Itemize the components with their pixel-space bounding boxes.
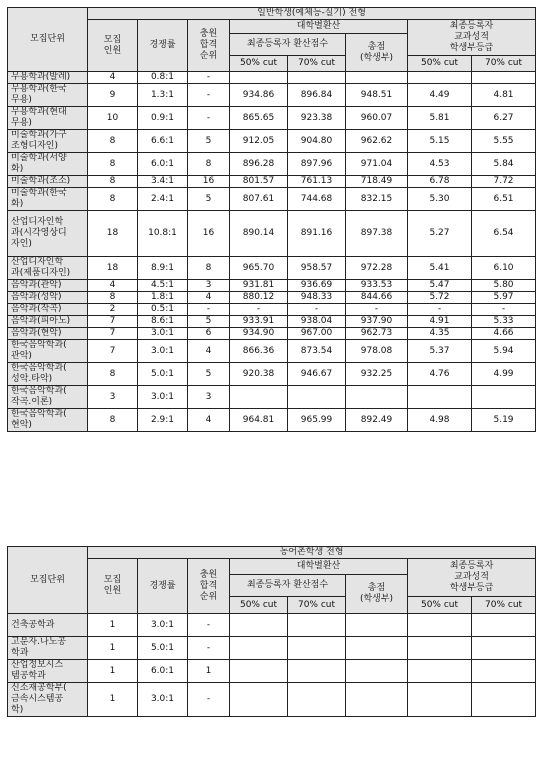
score-70-cell: 904.80 (288, 130, 346, 153)
waitlist-cell: 5 (188, 188, 230, 211)
grade-50-cell: 4.98 (408, 409, 472, 432)
col-header-competition: 경쟁률 (138, 20, 188, 72)
table-row (8, 637, 536, 660)
competition-cell: 5.0:1 (138, 637, 188, 660)
total-cell: 948.51 (346, 84, 408, 107)
competition-cell: 3.0:1 (138, 340, 188, 363)
total-cell: 962.62 (346, 130, 408, 153)
table-row (8, 84, 536, 107)
total-cell: 897.38 (346, 211, 408, 257)
score-70-cell (288, 614, 346, 637)
table-row (8, 211, 536, 257)
total-cell: 892.49 (346, 409, 408, 432)
quota-cell: 8 (88, 292, 138, 304)
score-70-cell: 965.99 (288, 409, 346, 432)
grade-50-cell: 5.27 (408, 211, 472, 257)
waitlist-cell: 1 (188, 660, 230, 683)
score-50-cell (230, 614, 288, 637)
table-row (8, 328, 536, 340)
score-70-cell: 958.57 (288, 257, 346, 280)
grade-50-cell (408, 72, 472, 84)
grade-70-cell (472, 637, 536, 660)
competition-cell: 3.0:1 (138, 683, 188, 717)
quota-cell: 7 (88, 328, 138, 340)
unit-cell: 신소재공학부( 금속시스템공 학) (8, 683, 88, 717)
unit-cell: 미술학과(한국 화) (8, 188, 88, 211)
col-header-waitlist: 충원 합격 순위 (188, 559, 230, 614)
score-70-cell: 936.69 (288, 280, 346, 292)
track-header: 농어촌학생 전형 (88, 547, 536, 559)
waitlist-cell: - (188, 84, 230, 107)
score-70-cell: - (288, 304, 346, 316)
table-row (8, 683, 536, 717)
competition-cell: 0.5:1 (138, 304, 188, 316)
grade-50-cell (408, 386, 472, 409)
total-cell: 972.28 (346, 257, 408, 280)
quota-cell: 7 (88, 316, 138, 328)
score-50-cell: 880.12 (230, 292, 288, 304)
track-header: 일반학생(예체능-실기) 전형 (88, 8, 536, 20)
quota-cell: 4 (88, 280, 138, 292)
grade-70-cell: 6.27 (472, 107, 536, 130)
competition-cell: 2.4:1 (138, 188, 188, 211)
waitlist-cell: - (188, 637, 230, 660)
table-row (8, 304, 536, 316)
unit-cell: 음악과(현악) (8, 328, 88, 340)
table-row (8, 153, 536, 176)
grade-50-cell (408, 683, 472, 717)
quota-cell: 1 (88, 614, 138, 637)
score-70-cell: 891.16 (288, 211, 346, 257)
competition-cell: 2.9:1 (138, 409, 188, 432)
table-row (8, 340, 536, 363)
score-70-cell (288, 72, 346, 84)
grade-70-cell: 6.54 (472, 211, 536, 257)
competition-cell: 3.0:1 (138, 386, 188, 409)
grade-70-cell (472, 72, 536, 84)
grade-50-cell (408, 614, 472, 637)
grade-70-cell: 4.99 (472, 363, 536, 386)
score-50-cell: 807.61 (230, 188, 288, 211)
waitlist-cell: 3 (188, 280, 230, 292)
quota-cell: 10 (88, 107, 138, 130)
score-50-cell: 931.81 (230, 280, 288, 292)
grade-70-cell: 5.19 (472, 409, 536, 432)
score-50-cell: 934.86 (230, 84, 288, 107)
unit-cell: 산업디자인학 과(제품디자인) (8, 257, 88, 280)
score-70-cell: 873.54 (288, 340, 346, 363)
admissions-table-rural (7, 546, 536, 717)
total-cell: - (346, 304, 408, 316)
col-header-grade-70: 70% cut (472, 56, 536, 72)
col-header-grade: 최종등록자 교과성적 학생부등급 (408, 559, 536, 597)
waitlist-cell: - (188, 304, 230, 316)
score-70-cell (288, 386, 346, 409)
competition-cell: 0.8:1 (138, 72, 188, 84)
score-50-cell: 965.70 (230, 257, 288, 280)
table-row (8, 176, 536, 188)
unit-cell: 한국음악학과( 관악) (8, 340, 88, 363)
grade-70-cell (472, 614, 536, 637)
waitlist-cell: - (188, 72, 230, 84)
score-70-cell: 744.68 (288, 188, 346, 211)
score-50-cell (230, 660, 288, 683)
competition-cell: 5.0:1 (138, 363, 188, 386)
grade-70-cell (472, 386, 536, 409)
col-header-grade-70: 70% cut (472, 597, 536, 614)
score-50-cell: 964.81 (230, 409, 288, 432)
grade-70-cell: 5.97 (472, 292, 536, 304)
col-header-univ-conv: 대학별환산 (230, 20, 408, 34)
table-row (8, 409, 536, 432)
competition-cell: 6.6:1 (138, 130, 188, 153)
unit-cell: 미술학과(조소) (8, 176, 88, 188)
score-50-cell (230, 637, 288, 660)
quota-cell: 18 (88, 257, 138, 280)
quota-cell: 8 (88, 409, 138, 432)
table-row (8, 386, 536, 409)
competition-cell: 4.5:1 (138, 280, 188, 292)
unit-cell: 한국음악학과( 작곡.이론) (8, 386, 88, 409)
table-row (8, 130, 536, 153)
score-70-cell: 967.00 (288, 328, 346, 340)
unit-cell: 무용학과(현대 무용) (8, 107, 88, 130)
grade-50-cell: 4.53 (408, 153, 472, 176)
col-header-grade-50: 50% cut (408, 597, 472, 614)
total-cell: 844.66 (346, 292, 408, 304)
grade-70-cell: 5.80 (472, 280, 536, 292)
grade-50-cell: 4.49 (408, 84, 472, 107)
total-cell (346, 683, 408, 717)
grade-50-cell (408, 660, 472, 683)
grade-50-cell: 5.81 (408, 107, 472, 130)
score-70-cell: 897.96 (288, 153, 346, 176)
grade-70-cell (472, 660, 536, 683)
score-50-cell: - (230, 304, 288, 316)
waitlist-cell: 16 (188, 211, 230, 257)
unit-cell: 음악과(피아노) (8, 316, 88, 328)
score-50-cell: 866.36 (230, 340, 288, 363)
table-row (8, 188, 536, 211)
competition-cell: 8.6:1 (138, 316, 188, 328)
waitlist-cell: 4 (188, 292, 230, 304)
grade-50-cell: 5.72 (408, 292, 472, 304)
col-header-grade-50: 50% cut (408, 56, 472, 72)
unit-cell: 산업정보시스 템공학과 (8, 660, 88, 683)
table-row (8, 257, 536, 280)
waitlist-cell: 5 (188, 130, 230, 153)
col-header-waitlist: 충원 합격 순위 (188, 20, 230, 72)
grade-70-cell: 5.33 (472, 316, 536, 328)
table-row (8, 72, 536, 84)
competition-cell: 3.0:1 (138, 614, 188, 637)
col-header-quota: 모집 인원 (88, 20, 138, 72)
grade-70-cell (472, 683, 536, 717)
competition-cell: 10.8:1 (138, 211, 188, 257)
grade-70-cell: 5.55 (472, 130, 536, 153)
waitlist-cell: 4 (188, 340, 230, 363)
score-50-cell: 934.90 (230, 328, 288, 340)
score-70-cell: 761.13 (288, 176, 346, 188)
total-cell (346, 72, 408, 84)
col-header-score-50: 50% cut (230, 597, 288, 614)
total-cell (346, 386, 408, 409)
quota-cell: 8 (88, 153, 138, 176)
grade-70-cell: 5.84 (472, 153, 536, 176)
col-header-total: 총점 (학생부) (346, 575, 408, 614)
competition-cell: 1.8:1 (138, 292, 188, 304)
waitlist-cell: 8 (188, 153, 230, 176)
col-header-competition: 경쟁률 (138, 559, 188, 614)
total-cell: 832.15 (346, 188, 408, 211)
competition-cell: 6.0:1 (138, 660, 188, 683)
table-row (8, 316, 536, 328)
score-70-cell: 938.04 (288, 316, 346, 328)
total-cell: 718.49 (346, 176, 408, 188)
col-header-unit: 모집단위 (8, 8, 88, 72)
competition-cell: 3.4:1 (138, 176, 188, 188)
score-50-cell (230, 72, 288, 84)
waitlist-cell: - (188, 107, 230, 130)
total-cell (346, 660, 408, 683)
grade-70-cell: 6.10 (472, 257, 536, 280)
quota-cell: 9 (88, 84, 138, 107)
col-header-grade: 최종등록자 교과성적 학생부등급 (408, 20, 536, 56)
total-cell (346, 614, 408, 637)
score-70-cell: 896.84 (288, 84, 346, 107)
grade-50-cell: 4.91 (408, 316, 472, 328)
quota-cell: 8 (88, 363, 138, 386)
grade-70-cell: 7.72 (472, 176, 536, 188)
total-cell: 933.53 (346, 280, 408, 292)
score-70-cell (288, 660, 346, 683)
grade-70-cell: - (472, 304, 536, 316)
waitlist-cell: 6 (188, 328, 230, 340)
total-cell: 937.90 (346, 316, 408, 328)
quota-cell: 3 (88, 386, 138, 409)
grade-50-cell: 4.35 (408, 328, 472, 340)
col-header-score-70: 70% cut (288, 56, 346, 72)
quota-cell: 8 (88, 188, 138, 211)
quota-cell: 1 (88, 683, 138, 717)
quota-cell: 2 (88, 304, 138, 316)
col-header-unit: 모집단위 (8, 547, 88, 614)
waitlist-cell: - (188, 683, 230, 717)
score-70-cell (288, 637, 346, 660)
waitlist-cell: 8 (188, 257, 230, 280)
table-row (8, 614, 536, 637)
competition-cell: 0.9:1 (138, 107, 188, 130)
unit-cell: 한국음악학과( 현악) (8, 409, 88, 432)
waitlist-cell: - (188, 614, 230, 637)
table-row (8, 660, 536, 683)
quota-cell: 8 (88, 130, 138, 153)
waitlist-cell: 5 (188, 316, 230, 328)
grade-70-cell: 4.66 (472, 328, 536, 340)
competition-cell: 6.0:1 (138, 153, 188, 176)
unit-cell: 미술학과(서양 화) (8, 153, 88, 176)
grade-50-cell: 5.41 (408, 257, 472, 280)
grade-70-cell: 4.81 (472, 84, 536, 107)
unit-cell: 미술학과(가구 조형디자인) (8, 130, 88, 153)
score-70-cell (288, 683, 346, 717)
total-cell (346, 637, 408, 660)
unit-cell: 음악과(성악) (8, 292, 88, 304)
competition-cell: 3.0:1 (138, 328, 188, 340)
score-50-cell (230, 683, 288, 717)
score-50-cell: 896.28 (230, 153, 288, 176)
table-row (8, 280, 536, 292)
total-cell: 932.25 (346, 363, 408, 386)
score-50-cell (230, 386, 288, 409)
total-cell: 971.04 (346, 153, 408, 176)
score-70-cell: 948.33 (288, 292, 346, 304)
unit-cell: 무용학과(발레) (8, 72, 88, 84)
grade-70-cell: 6.51 (472, 188, 536, 211)
score-70-cell: 946.67 (288, 363, 346, 386)
total-cell: 962.73 (346, 328, 408, 340)
waitlist-cell: 4 (188, 409, 230, 432)
grade-50-cell: 5.15 (408, 130, 472, 153)
score-50-cell: 912.05 (230, 130, 288, 153)
col-header-final-conv: 최종등록자 환산점수 (230, 575, 346, 597)
table-row (8, 107, 536, 130)
grade-50-cell: 5.37 (408, 340, 472, 363)
score-50-cell: 801.57 (230, 176, 288, 188)
score-50-cell: 890.14 (230, 211, 288, 257)
col-header-score-70: 70% cut (288, 597, 346, 614)
col-header-univ-conv: 대학별환산 (230, 559, 408, 575)
score-50-cell: 865.65 (230, 107, 288, 130)
unit-cell: 산업디자인학 과(시각영상디 자인) (8, 211, 88, 257)
competition-cell: 8.9:1 (138, 257, 188, 280)
total-cell: 960.07 (346, 107, 408, 130)
waitlist-cell: 5 (188, 363, 230, 386)
quota-cell: 7 (88, 340, 138, 363)
col-header-quota: 모집 인원 (88, 559, 138, 614)
unit-cell: 음악과(작곡) (8, 304, 88, 316)
unit-cell: 고분자.나노공 학과 (8, 637, 88, 660)
quota-cell: 18 (88, 211, 138, 257)
col-header-score-50: 50% cut (230, 56, 288, 72)
quota-cell: 4 (88, 72, 138, 84)
unit-cell: 무용학과(한국 무용) (8, 84, 88, 107)
admissions-table-arts (7, 7, 536, 432)
grade-50-cell: 4.76 (408, 363, 472, 386)
total-cell: 978.08 (346, 340, 408, 363)
table-row (8, 292, 536, 304)
grade-50-cell: 5.30 (408, 188, 472, 211)
grade-50-cell (408, 637, 472, 660)
score-50-cell: 920.38 (230, 363, 288, 386)
grade-50-cell: 5.47 (408, 280, 472, 292)
grade-70-cell: 5.94 (472, 340, 536, 363)
grade-50-cell: 6.78 (408, 176, 472, 188)
unit-cell: 건축공학과 (8, 614, 88, 637)
competition-cell: 1.3:1 (138, 84, 188, 107)
score-50-cell: 933.91 (230, 316, 288, 328)
score-70-cell: 923.38 (288, 107, 346, 130)
waitlist-cell: 16 (188, 176, 230, 188)
unit-cell: 한국음악학과( 성악.타악) (8, 363, 88, 386)
unit-cell: 음악과(관악) (8, 280, 88, 292)
quota-cell: 8 (88, 176, 138, 188)
col-header-final-conv: 최종등록자 환산점수 (230, 34, 346, 56)
waitlist-cell: 3 (188, 386, 230, 409)
quota-cell: 1 (88, 637, 138, 660)
grade-50-cell: - (408, 304, 472, 316)
table-row (8, 363, 536, 386)
col-header-total: 총점 (학생부) (346, 34, 408, 72)
quota-cell: 1 (88, 660, 138, 683)
